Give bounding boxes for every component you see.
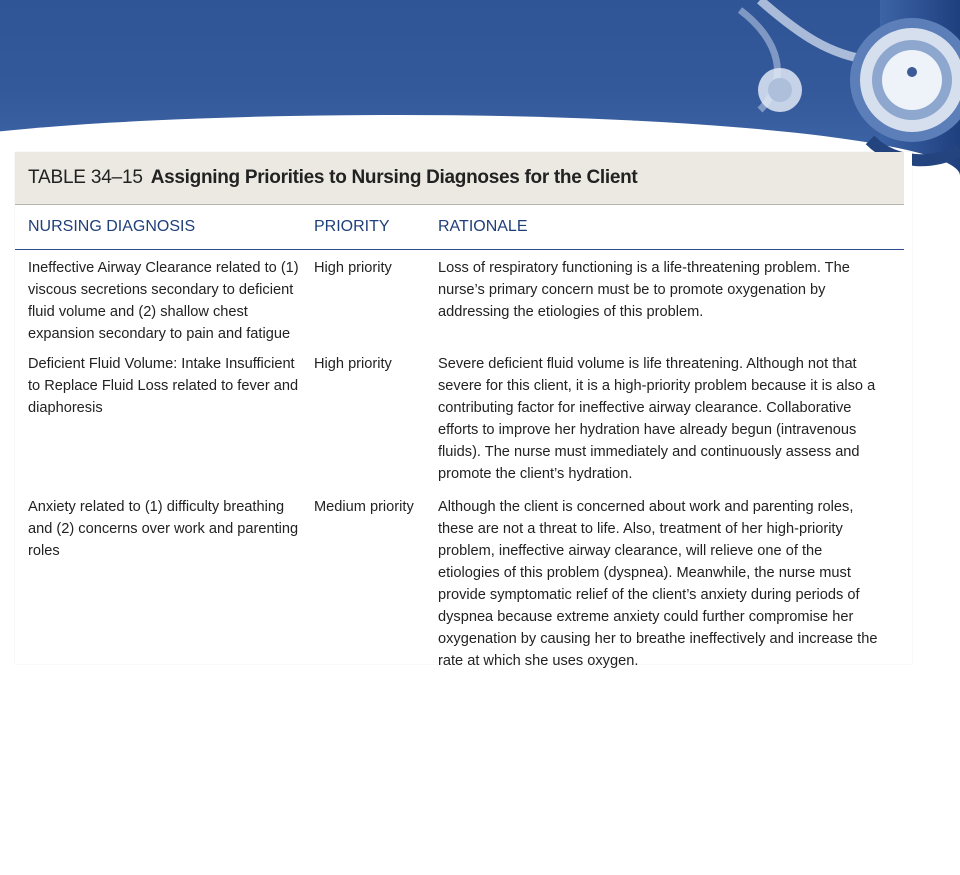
cell-priority: High priority <box>314 356 392 372</box>
stethoscope-icon <box>720 0 960 170</box>
cell-rationale: Severe deficient fluid volume is life threatening. Although not that severe for this client, it is a high-priority problem because it is also a contributing factor for ineffective airway clearance. Collaborative efforts to improve her hydration have already begun (intravenous fluids). The nurse must immediately and continuously assess and promote the client’s hydration. <box>438 356 876 482</box>
table-row <box>15 346 904 489</box>
cell-diagnosis: Anxiety related to (1) difficulty breathing and (2) concerns over work and parenting roles <box>28 499 299 559</box>
table-row <box>15 489 904 669</box>
cell-diagnosis: Ineffective Airway Clearance related to (1) viscous secretions secondary to deficient fluid volume and (2) shallow chest expansion secondary to pain and fatigue <box>28 260 299 342</box>
table-row <box>15 250 904 346</box>
header-nursing-diagnosis: NURSING DIAGNOSIS <box>28 218 196 235</box>
cell-rationale: Although the client is concerned about work and parenting roles, these are not a threat to life. Also, treatment of her high-priority problem, ineffective airway clearance, will relieve one of the etiologies of this problem (dyspnea). Meanwhile, the nurse must provide symptomatic relief of the client’s anxiety during periods of dyspnea because extreme anxiety could further compromise her oxygenation by causing her to breathe ineffectively and increase the rate at which she uses oxygen. <box>438 499 878 669</box>
priorities-table <box>15 152 912 669</box>
cell-rationale: Loss of respiratory functioning is a life-threatening problem. The nurse’s primary concern must be to promote oxygenation by addressing the etiologies of this problem. <box>438 260 850 320</box>
table-caption: Assigning Priorities to Nursing Diagnoses for the Client <box>150 167 638 188</box>
header-rationale: RATIONALE <box>438 218 528 235</box>
header-priority: PRIORITY <box>314 218 390 235</box>
table-header-row <box>15 205 904 250</box>
cell-priority: High priority <box>314 260 392 276</box>
cell-diagnosis: Deficient Fluid Volume: Intake Insufficient to Replace Fluid Loss related to fever and diaphoresis <box>28 356 299 416</box>
cell-priority: Medium priority <box>314 499 414 515</box>
table-number: TABLE 34–15 <box>28 167 143 188</box>
table-title <box>15 152 904 205</box>
